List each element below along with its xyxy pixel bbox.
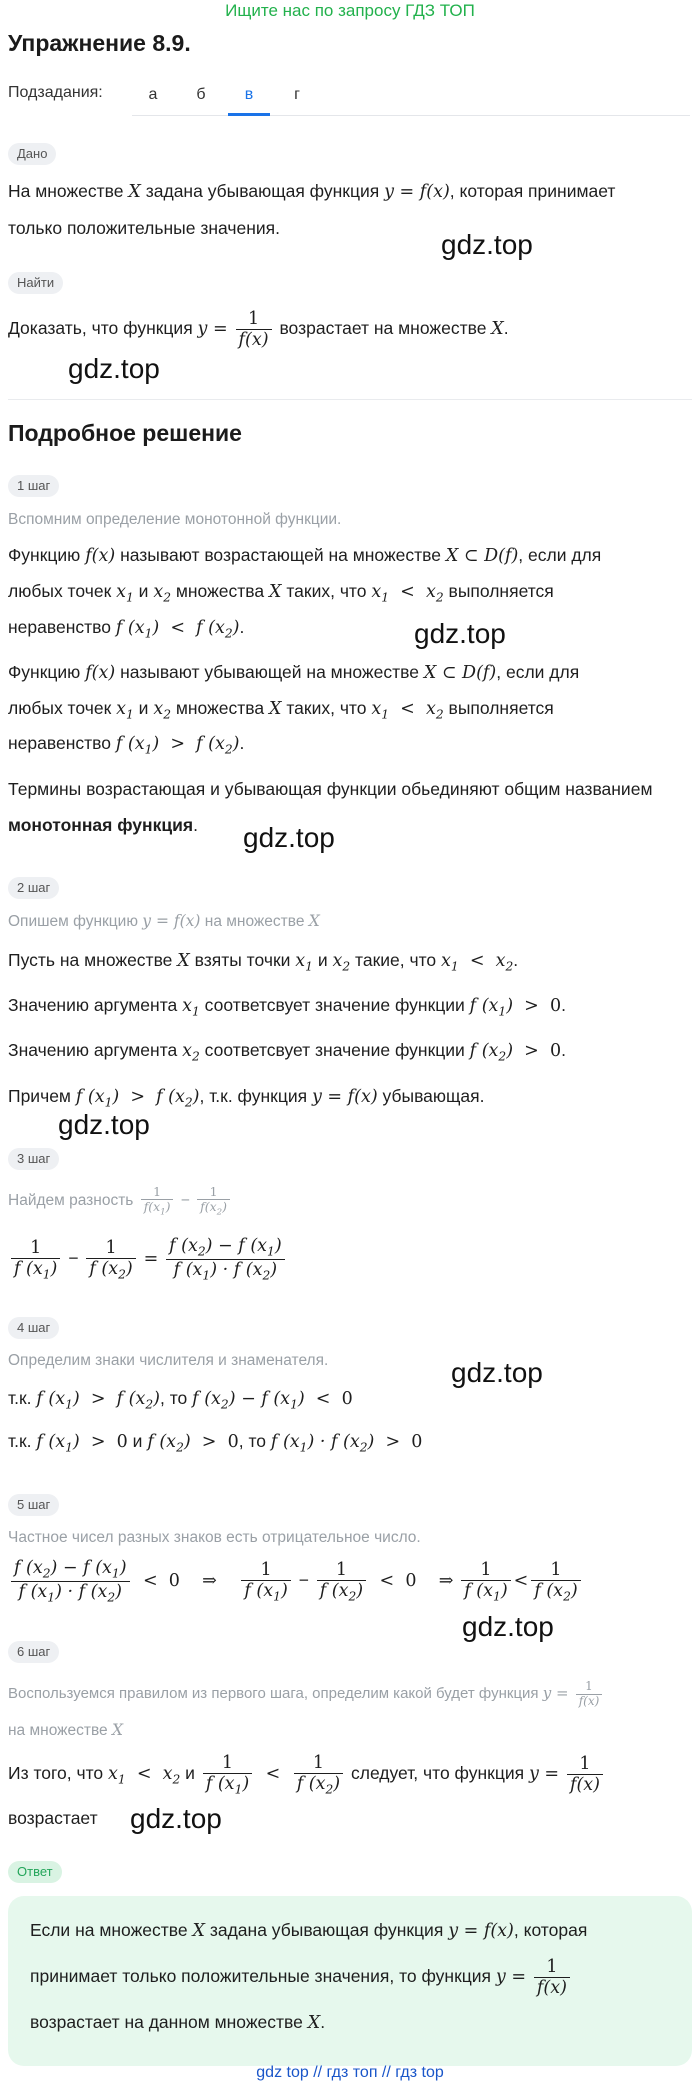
step-2-line-4: Причем f $(x_1) > f$ $(x_2)$, т.к. функция y = f(x) убывающая. <box>8 1086 485 1110</box>
step-2-pill: 2 шаг <box>8 877 59 899</box>
step-4-line-2: т.к. f $(x_1) > 0$ и f $(x_2) > 0$, то f $(x_1) \cdot f$ $(x_2) > 0$ <box>8 1431 423 1455</box>
watermark: gdz.top <box>243 822 335 853</box>
divider <box>8 399 692 400</box>
given-line-1: На множестве X задана убывающая функция y = f(x), которая принимает <box>8 181 616 202</box>
step-6-line-1: Из того, что $x_1 < x_2$ и $\frac{1}{f (x_1)}$ < $\frac{1}{f (x_2)}$ следует, что функция y = $\frac{1}{f(x)}$ <box>8 1745 606 1808</box>
step-6-intro: Воспользуемся правилом из первого шага, определим какой будет функция y = $\frac{1}{f(x)}$ <box>8 1667 605 1720</box>
step-1-pill: 1 шаг <box>8 475 59 497</box>
page-title: Упражнение 8.9. <box>8 30 191 56</box>
subtasks-label: Подзадания: <box>8 84 103 101</box>
find-pill: Найти <box>8 272 63 294</box>
tab-v[interactable]: в <box>228 80 270 116</box>
step-4-line-1: т.к. f $(x_1) > f$ $(x_2)$, то f $(x_2) - f$ $(x_1) < 0$ <box>8 1388 353 1412</box>
watermark: gdz.top <box>130 1803 222 1834</box>
step-2-line-1: Пусть на множестве X взяты точки $x_1$ и $x_2$ такие, что $x_1 < x_2$. <box>8 950 519 974</box>
watermark: gdz.top <box>68 353 160 384</box>
step-2-intro: Опишем функцию y = f(x) на множестве X <box>8 912 320 930</box>
step-3-pill: 3 шаг <box>8 1148 59 1170</box>
watermark: gdz.top <box>58 1109 150 1140</box>
step-2-line-3: Значению аргумента $x_2$ соответсвует значение функции f $(x_2) > 0$. <box>8 1040 566 1064</box>
step-2-line-2: Значению аргумента $x_1$ соответсвует значение функции f $(x_1) > 0$. <box>8 995 566 1019</box>
step-1-terms: Термины возрастающая и убывающая функции обьединяют общим названием <box>8 779 653 799</box>
tab-a[interactable]: а <box>148 86 158 103</box>
step-3-difference: $\frac{1}{f (x_1)}$ − $\frac{1}{f (x_2)}$ = $\frac{f (x_2) - f (x_1)}{f (x_1) \cdot f (x_2)}$ <box>8 1230 288 1287</box>
subtask-tabs <box>132 80 690 116</box>
step-6-pill: 6 шаг <box>8 1641 59 1663</box>
given-pill: Дано <box>8 143 56 165</box>
step-1-inc-line-3: неравенство f $(x_1) < f$ $(x_2)$. <box>8 617 245 641</box>
watermark: gdz.top <box>462 1611 554 1642</box>
answer-pill: Ответ <box>8 1861 62 1883</box>
answer-line-3: возрастает на данном множестве X. <box>30 2012 326 2033</box>
step-5-pill: 5 шаг <box>8 1494 59 1516</box>
tab-b[interactable]: б <box>196 86 206 103</box>
step-1-dec-line-2: любых точек $x_1$ и $x_2$ множества X таких, что $x_1 < x_2$ выполняется <box>8 698 554 722</box>
answer-line-2: принимает только положительные значения, то функция y = $\frac{1}{f(x)}$ <box>30 1948 573 2005</box>
step-4-pill: 4 шаг <box>8 1317 59 1339</box>
step-3-intro: Найдем разность $\frac{1}{f(x_1)}$ − $\frac{1}{f(x_2)}$ <box>8 1175 233 1227</box>
step-1-inc-line-2: любых точек $x_1$ и $x_2$ множества X таких, что $x_1 < x_2$ выполняется <box>8 581 554 605</box>
tab-g[interactable]: г <box>294 86 300 103</box>
watermark: gdz.top <box>441 229 533 260</box>
promo-banner[interactable]: Ищите нас по запросу ГДЗ ТОП <box>225 1 475 20</box>
given-line-2: только положительные значения. <box>8 218 280 238</box>
step-1-intro: Вспомним определение монотонной функции. <box>8 511 342 528</box>
step-1-inc-line-1: Функцию f(x) называют возрастающей на множестве X ⊂ D(f), если для <box>8 545 602 566</box>
step-5-intro: Частное чисел разных знаков есть отрицательное число. <box>8 1529 421 1546</box>
step-5-formula: $\frac{f (x_2) - f (x_1)}{f (x_1) \cdot f (x_2)}$ < 0 ⇒ $\frac{1}{f (x_1)}$ − $\frac{1}{f (x_2)}$ < 0 ⇒ $\frac{1}{f (x_1)}$ < $\frac{1}{f (x_2)}$ <box>8 1552 584 1609</box>
watermark: gdz.top <box>414 618 506 649</box>
step-4-intro: Определим знаки числителя и знаменателя. <box>8 1352 329 1369</box>
step-1-dec-line-1: Функцию f(x) называют убывающей на множестве X ⊂ D(f), если для <box>8 662 580 683</box>
step-1-mono: монотонная функция. <box>8 815 198 835</box>
footer-links[interactable]: gdz top // гдз топ // гдз top <box>256 2064 444 2081</box>
step-1-dec-line-3: неравенство f $(x_1) > f$ $(x_2)$. <box>8 733 245 757</box>
answer-box <box>8 1896 692 2066</box>
watermark: gdz.top <box>451 1357 543 1388</box>
step-6-line-2: возрастает <box>8 1808 98 1828</box>
find-text: Доказать, что функция y = $\frac{1}{f(x)}$ возрастает на множестве X. <box>8 308 509 350</box>
solution-title: Подробное решение <box>8 420 242 446</box>
answer-line-1: Если на множестве X задана убывающая функция y = f(x), которая <box>30 1920 588 1941</box>
step-6-intro-2: на множестве X <box>8 1721 124 1739</box>
